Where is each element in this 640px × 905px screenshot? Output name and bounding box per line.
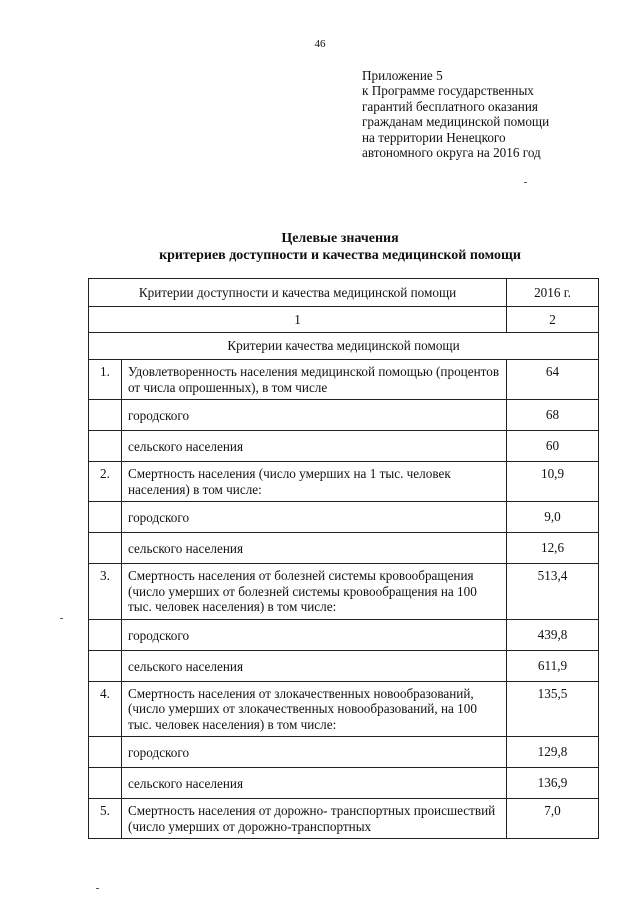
row-criterion: городского [122, 502, 507, 533]
row-criterion: городского [122, 400, 507, 431]
appendix-line: Приложение 5 [362, 68, 443, 83]
header-criteria: Критерии доступности и качества медицинской помощи [89, 279, 507, 307]
row-number [89, 502, 122, 533]
appendix-line: автономного округа на 2016 год [362, 145, 541, 161]
scan-speck [96, 888, 99, 889]
appendix-line: гарантий бесплатного оказания [362, 98, 538, 114]
row-value: 439,8 [507, 619, 599, 650]
table-row [89, 360, 599, 400]
page-number: 46 [314, 38, 326, 50]
title-line-1: Целевые значения [281, 231, 399, 246]
table-row [89, 564, 599, 620]
table-row [89, 799, 599, 839]
criteria-rows [89, 360, 599, 839]
column-index-1: 1 [89, 307, 507, 333]
criteria-table [88, 278, 599, 839]
section-title: Критерии качества медицинской помощи [89, 333, 599, 360]
row-criterion: сельского населения [122, 768, 507, 799]
appendix-line: гражданам медицинской помощи [362, 114, 550, 130]
row-value: 513,4 [507, 564, 599, 620]
appendix-line: к Программе государственных [362, 83, 534, 99]
row-criterion: Смертность населения от злокачественных новообразований, (число умерших от злокачественных новообразований, на 100 тыс. человек населения) в том числе: [122, 681, 507, 737]
row-value: 10,9 [507, 462, 599, 502]
title-line-2: критериев доступности и качества медицинской помощи [159, 248, 521, 263]
row-number: 2. [89, 462, 122, 502]
table-row [89, 768, 599, 799]
row-value: 68 [507, 400, 599, 431]
row-number [89, 431, 122, 462]
row-value: 611,9 [507, 650, 599, 681]
row-criterion: Смертность населения от болезней системы кровообращения (число умерших от болезней системы кровообращения на 100 тыс. человек населения) в том числе: [122, 564, 507, 620]
header-year: 2016 г. [507, 279, 599, 307]
row-number [89, 533, 122, 564]
row-value: 12,6 [507, 533, 599, 564]
row-value: 129,8 [507, 737, 599, 768]
row-number [89, 768, 122, 799]
table-row [89, 462, 599, 502]
scan-speck [524, 182, 527, 183]
row-value: 7,0 [507, 799, 599, 839]
row-number: 5. [89, 799, 122, 839]
row-number: 1. [89, 360, 122, 400]
row-number: 3. [89, 564, 122, 620]
row-number [89, 400, 122, 431]
row-value: 135,5 [507, 681, 599, 737]
table-row [89, 681, 599, 737]
row-criterion: Смертность населения (число умерших на 1 тыс. человек населения) в том числе: [122, 462, 507, 502]
row-criterion: городского [122, 619, 507, 650]
row-number: 4. [89, 681, 122, 737]
table-row [89, 431, 599, 462]
table-header-row [89, 279, 599, 307]
column-index-row [89, 307, 599, 333]
column-index-2: 2 [507, 307, 599, 333]
row-number [89, 737, 122, 768]
section-row [89, 333, 599, 360]
scan-speck [60, 618, 63, 619]
row-criterion: сельского населения [122, 533, 507, 564]
row-criterion: Смертность населения от дорожно- транспортных происшествий (число умерших от дорожно-транспортных [122, 799, 507, 839]
row-value: 60 [507, 431, 599, 462]
row-value: 64 [507, 360, 599, 400]
row-number [89, 650, 122, 681]
row-criterion: сельского населения [122, 650, 507, 681]
table-row [89, 533, 599, 564]
table-row [89, 650, 599, 681]
appendix-line: на территории Ненецкого [362, 129, 506, 145]
appendix-header [362, 68, 632, 160]
table-row [89, 502, 599, 533]
table-row [89, 619, 599, 650]
row-criterion: сельского населения [122, 431, 507, 462]
row-number [89, 619, 122, 650]
document-title [80, 230, 600, 264]
table-row [89, 737, 599, 768]
row-criterion: Удовлетворенность населения медицинской помощью (процентов от числа опрошенных), в том числе [122, 360, 507, 400]
table-row [89, 400, 599, 431]
row-value: 136,9 [507, 768, 599, 799]
row-value: 9,0 [507, 502, 599, 533]
row-criterion: городского [122, 737, 507, 768]
